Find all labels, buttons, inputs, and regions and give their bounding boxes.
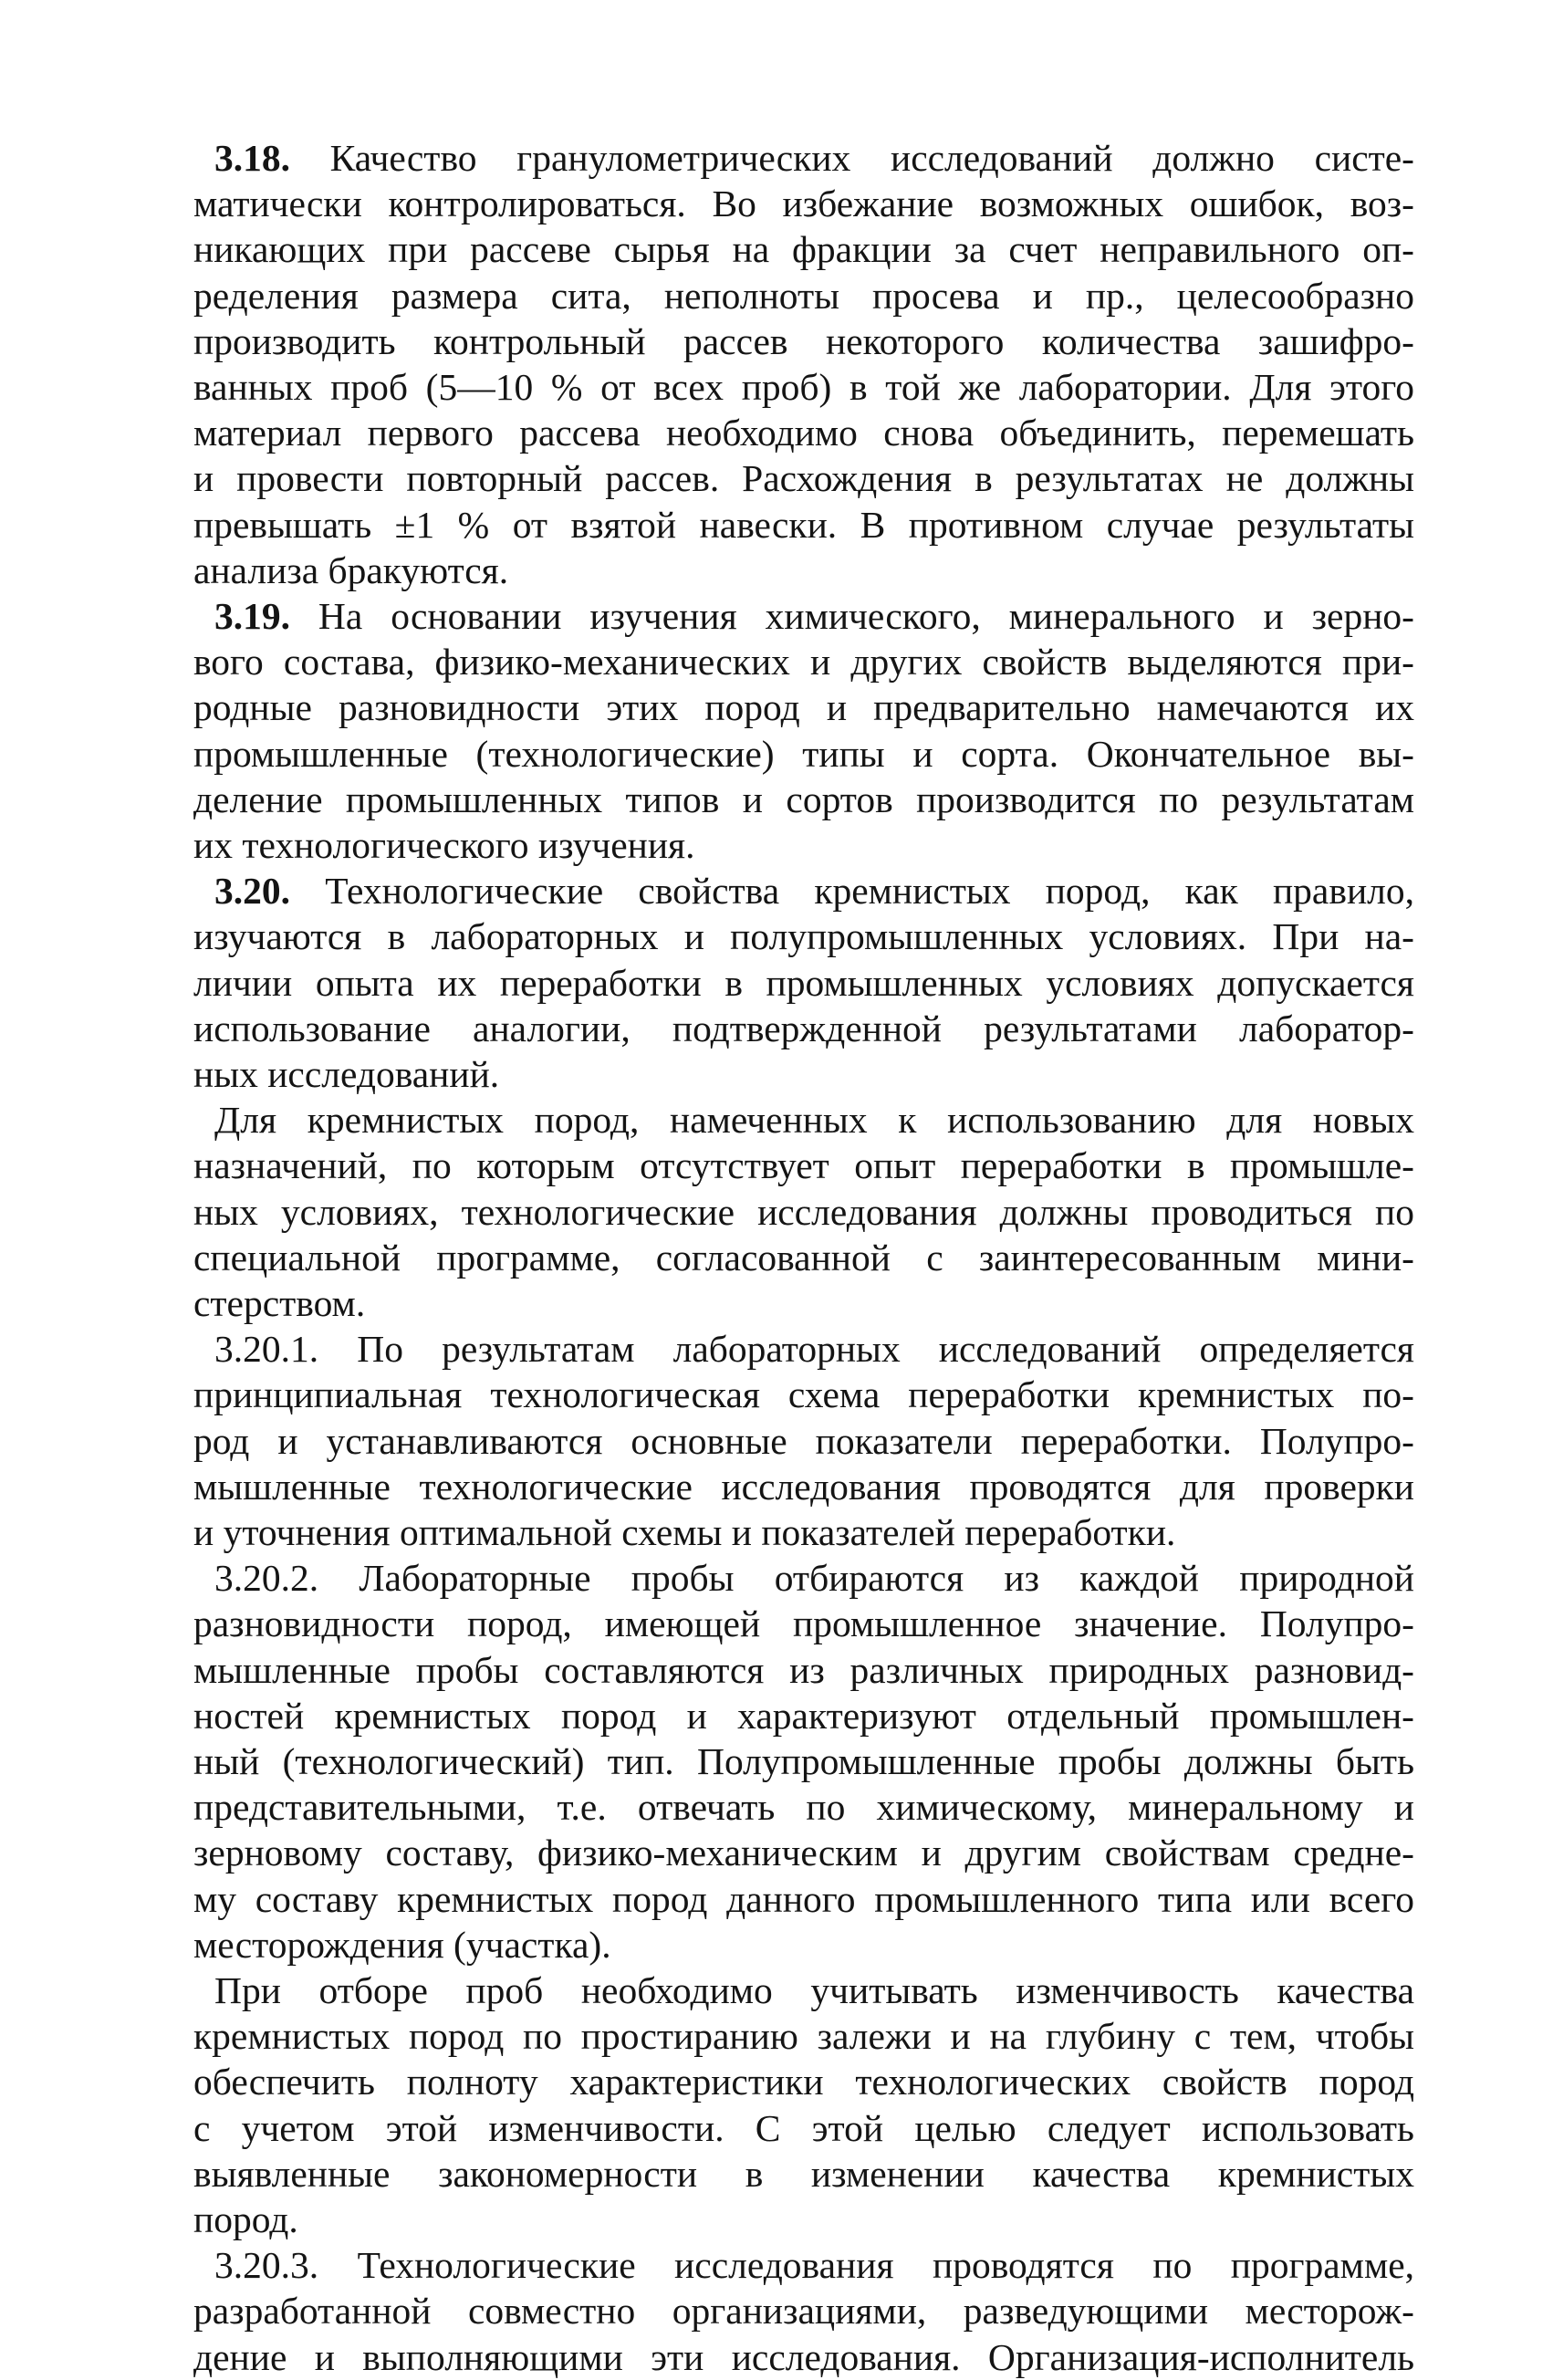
line-text: ных условиях, технологические исследования должны проводиться по <box>193 1191 1414 1233</box>
text-line <box>193 960 1414 1006</box>
text-line <box>193 2334 1414 2380</box>
line-text: На основании изучения химического, минерального и зерно- <box>290 595 1414 637</box>
text-line <box>193 1464 1414 1509</box>
line-text: представительными, т.е. отвечать по химическому, минеральному и <box>193 1786 1414 1828</box>
line-text: месторождения (участка). <box>193 1924 611 1966</box>
text-line <box>214 1326 1414 1372</box>
line-text: дение и выполняющими эти исследования. Организация-исполнитель <box>193 2336 1414 2378</box>
text-line <box>193 1830 1414 1875</box>
text-line <box>193 777 1414 822</box>
text-line <box>193 913 1414 959</box>
line-text: ных исследований. <box>193 1053 500 1095</box>
text-line <box>193 364 1414 410</box>
text-line <box>214 1555 1414 1601</box>
text-line <box>193 1051 1414 1097</box>
line-text: и уточнения оптимальной схемы и показателей переработки. <box>193 1511 1176 1553</box>
line-text: Для кремнистых пород, намеченных к использованию для новых <box>214 1099 1414 1141</box>
line-text: мышленные технологические исследования проводятся для проверки <box>193 1466 1414 1508</box>
line-text: матически контролироваться. Во избежание возможных ошибок, воз- <box>193 183 1414 224</box>
section-number: 3.18. <box>214 137 290 179</box>
line-text: деление промышленных типов и сортов производится по результатам <box>193 778 1414 820</box>
text-line <box>193 1235 1414 1280</box>
text-line <box>193 2105 1414 2151</box>
text-line <box>193 2197 1414 2242</box>
line-text: При отборе проб необходимо учитывать изменчивость качества <box>214 1969 1414 2011</box>
line-text: личии опыта их переработки в промышленных условиях допускается <box>193 962 1414 1004</box>
text-line <box>193 684 1414 730</box>
line-text: 3.20.3. Технологические исследования проводятся по программе, <box>214 2244 1414 2286</box>
text-line <box>193 639 1414 684</box>
line-text: выявленные закономерности в изменении качества кремнистых <box>193 2153 1414 2195</box>
text-line <box>193 1738 1414 1784</box>
text-line <box>193 2151 1414 2197</box>
text-line <box>214 593 1414 639</box>
line-text: материал первого рассева необходимо снова объединить, перемешать <box>193 412 1414 454</box>
line-text: специальной программе, согласованной с заинтересованным мини- <box>193 1237 1414 1279</box>
text-line <box>193 1509 1414 1555</box>
line-text: пород. <box>193 2198 298 2240</box>
text-line <box>214 868 1414 913</box>
text-line <box>193 455 1414 501</box>
line-text: кремнистых пород по простиранию залежи и на глубину с тем, чтобы <box>193 2015 1414 2057</box>
text-line <box>214 1097 1414 1143</box>
text-line <box>214 1968 1414 2013</box>
line-text: ванных проб (5—10 % от всех проб) в той же лаборатории. Для этого <box>193 366 1414 408</box>
text-line <box>193 1693 1414 1738</box>
text-line <box>193 273 1414 318</box>
line-text: ределения размера сита, неполноты просева и пр., целесообразно <box>193 275 1414 317</box>
line-text: разработанной совместно организациями, разведующими месторож- <box>193 2290 1414 2332</box>
line-text: и провести повторный рассев. Расхождения в результатах не должны <box>193 457 1414 499</box>
text-line <box>193 1372 1414 1417</box>
text-line <box>193 226 1414 272</box>
text-line <box>193 1418 1414 1464</box>
line-text: род и устанавливаются основные показатели переработки. Полупро- <box>193 1420 1414 1462</box>
line-text: использование аналогии, подтвержденной результатами лаборатор- <box>193 1007 1414 1049</box>
text-line <box>193 1876 1414 1922</box>
line-text: никающих при рассеве сырья на фракции за счет неправильного оп- <box>193 228 1414 270</box>
text-line <box>193 502 1414 548</box>
line-text: вого состава, физико-механических и других свойств выделяются при- <box>193 641 1414 683</box>
line-text: их технологического изучения. <box>193 824 695 866</box>
text-line <box>193 1647 1414 1693</box>
text-line <box>193 1601 1414 1646</box>
text-line <box>193 822 1414 868</box>
line-text: му составу кремнистых пород данного промышленного типа или всего <box>193 1878 1414 1920</box>
line-text: разновидности пород, имеющей промышленное значение. Полупро- <box>193 1602 1414 1644</box>
text-line <box>193 1189 1414 1235</box>
text-line <box>193 2013 1414 2059</box>
line-text: назначений, по которым отсутствует опыт переработки в промышле- <box>193 1144 1414 1186</box>
text-line <box>214 135 1414 181</box>
line-text: Качество гранулометрических исследований должно систе- <box>290 137 1414 179</box>
text-line <box>193 1922 1414 1968</box>
text-line <box>193 181 1414 226</box>
line-text: обеспечить полноту характеристики технологических свойств пород <box>193 2061 1414 2103</box>
section-number: 3.19. <box>214 595 290 637</box>
line-text: 3.20.2. Лабораторные пробы отбираются из каждой природной <box>214 1557 1414 1599</box>
line-text: Технологические свойства кремнистых пород, как правило, <box>290 870 1414 912</box>
line-text: мышленные пробы составляются из различных природных разновид- <box>193 1649 1414 1691</box>
line-text: стерством. <box>193 1282 366 1324</box>
line-text: производить контрольный рассев некоторого количества зашифро- <box>193 320 1414 362</box>
line-text: анализа бракуются. <box>193 549 509 591</box>
line-text: ностей кремнистых пород и характеризуют отдельный промышлен- <box>193 1695 1414 1737</box>
text-line <box>193 1784 1414 1830</box>
text-line <box>193 410 1414 455</box>
line-text: промышленные (технологические) типы и сорта. Окончательное вы- <box>193 733 1414 775</box>
text-line <box>193 2059 1414 2104</box>
line-text: ный (технологический) тип. Полупромышленные пробы должны быть <box>193 1740 1414 1782</box>
line-text: зерновому составу, физико-механическим и другим свойствам средне- <box>193 1832 1414 1874</box>
text-line <box>193 318 1414 364</box>
text-line <box>193 1143 1414 1188</box>
line-text: изучаются в лабораторных и полупромышленных условиях. При на- <box>193 915 1414 957</box>
text-line <box>214 2242 1414 2288</box>
line-text: с учетом этой изменчивости. С этой целью следует использовать <box>193 2107 1414 2149</box>
line-text: превышать ±1 % от взятой навески. В противном случае результаты <box>193 504 1414 546</box>
section-number: 3.20. <box>214 870 290 912</box>
text-line <box>193 1280 1414 1326</box>
line-text: родные разновидности этих пород и предварительно намечаются их <box>193 686 1414 728</box>
line-text: 3.20.1. По результатам лабораторных исследований определяется <box>214 1328 1414 1370</box>
text-line <box>193 2288 1414 2333</box>
line-text: принципиальная технологическая схема переработки кремнистых по- <box>193 1373 1414 1415</box>
text-line <box>193 1006 1414 1051</box>
text-line <box>193 731 1414 777</box>
text-line <box>193 548 1414 593</box>
